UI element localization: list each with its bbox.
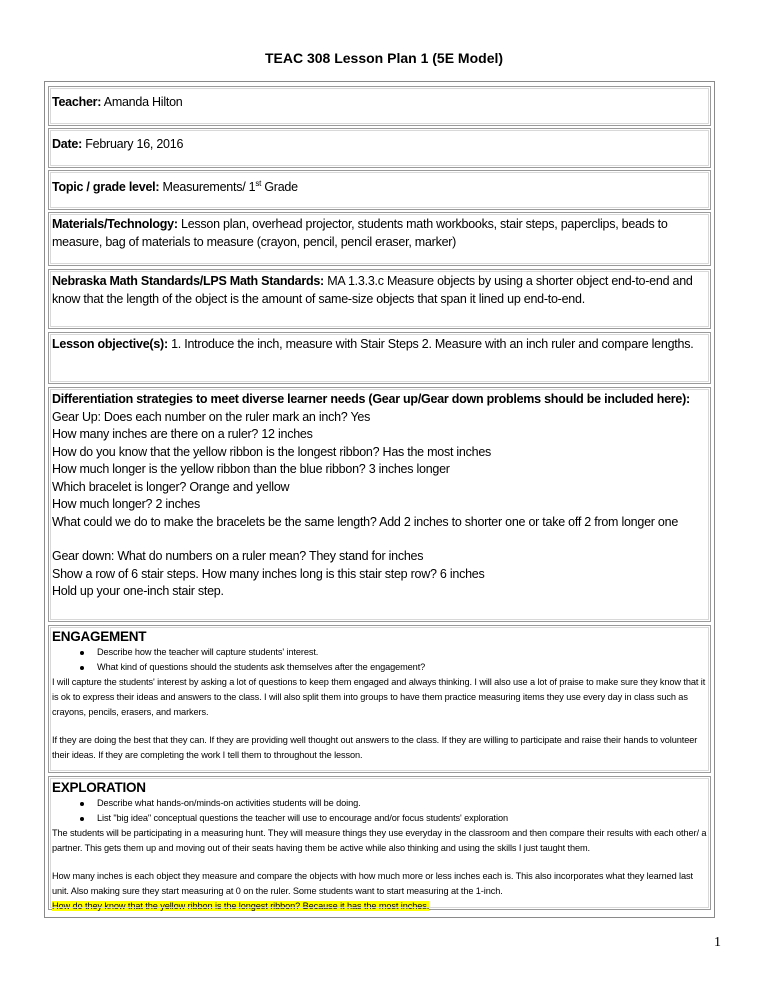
- exploration-paragraph-2: How many inches is each object they measure and compare the objects with how much more or less inches each is. This also incorporates what they learned last unit. Also making sure they start measuring at 0 on the ruler. Some students want to start measuring at the 1-inch.: [52, 871, 693, 896]
- exploration-bullet: Describe what hands-on/minds-on activities students will be doing.: [52, 796, 707, 811]
- topic-cell: [48, 170, 711, 210]
- gear-up-line: How do you know that the yellow ribbon is the longest ribbon? Has the most inches: [52, 444, 492, 459]
- teacher-label: Teacher:: [52, 95, 102, 109]
- materials-cell: [48, 212, 711, 266]
- exploration-heading: EXPLORATION: [52, 780, 146, 795]
- gear-up-line: How much longer is the yellow ribbon than the blue ribbon? 3 inches longer: [52, 462, 450, 476]
- topic-sup: st: [255, 178, 262, 188]
- exploration-paragraph-1: The students will be participating in a measuring hunt. They will measure things they use everyday in the classroom and then compare their results with each other/ a partner. This gets them up and moving out of their seats having them be active while also thinking and using the skills I just taught them.: [52, 828, 707, 853]
- date-label: Date:: [52, 137, 83, 151]
- engagement-paragraph-2: If they are doing the best that they can. If they are providing well thought out answers to the class. If they are willing to participate and raise their hands to volunteer their ideas. If they are completing the work I tell them to throughout the lesson.: [52, 735, 698, 760]
- materials-value: Lesson plan, overhead projector, students math workbooks, stair steps, paperclips, beads to measure, bag of materials to measure (crayon, pencil, pencil eraser, marker): [52, 217, 668, 249]
- differentiation-label: Differentiation strategies to meet diverse learner needs (Gear up/Gear down problems should be included here):: [52, 392, 690, 406]
- page-number: 1: [714, 935, 721, 950]
- gear-down-line: Show a row of 6 stair steps. How many inches long is this stair step row? 6 inches: [52, 566, 485, 581]
- gear-down-line: Hold up your one-inch stair step.: [52, 584, 224, 598]
- date-cell: [48, 128, 711, 168]
- objectives-cell: [48, 332, 711, 384]
- engagement-bullet: What kind of questions should the students ask themselves after the engagement?: [52, 660, 707, 675]
- standards-cell: [48, 269, 711, 329]
- gear-up-line: How much longer? 2 inches: [52, 497, 200, 511]
- materials-label: Materials/Technology:: [52, 217, 178, 231]
- gear-up-line: Gear Up: Does each number on the ruler mark an inch? Yes: [52, 409, 371, 424]
- gear-up-line: How many inches are there on a ruler? 12 inches: [52, 427, 313, 441]
- topic-label: Topic / grade level:: [52, 180, 160, 194]
- standards-value: MA 1.3.3.c Measure objects by using a shorter object end-to-end and know that the length of the object is the amount of same-size objects that span it lined up end-to-end.: [52, 274, 693, 306]
- gear-up-line: What could we do to make the bracelets be the same length? Add 2 inches to shorter one or take off 2 from longer one: [52, 514, 679, 529]
- objectives-label: Lesson objective(s):: [52, 337, 168, 351]
- gear-up-line: Which bracelet is longer? Orange and yellow: [52, 479, 290, 494]
- teacher-value: Amanda Hilton: [103, 95, 183, 109]
- teacher-cell: [48, 86, 711, 126]
- engagement-paragraph-1: I will capture the students' interest by asking a lot of questions to keep them engaged and always thinking. I will also use a lot of praise to make sure they know that it is ok to express their ideas and answers to the class. I will also split them into groups to have them practice measuring items they use every day in class such as crayons, pencils, erasers, and markers.: [52, 677, 706, 717]
- topic-suffix: Grade: [261, 180, 298, 194]
- highlighted-question: How do they know that the yellow ribbon is the longest ribbon? Because it has the most inches.: [52, 901, 430, 911]
- standards-label: Nebraska Math Standards/LPS Math Standards:: [52, 274, 324, 288]
- page-title: TEAC 308 Lesson Plan 1 (5E Model): [264, 50, 504, 66]
- date-value: February 16, 2016: [85, 137, 184, 151]
- exploration-bullet: List "big idea" conceptual questions the teacher will use to encourage and/or focus students' exploration: [52, 811, 707, 826]
- objectives-value: 1. Introduce the inch, measure with Stair Steps 2. Measure with an inch ruler and compare lengths.: [171, 337, 694, 351]
- differentiation-cell: [48, 387, 711, 622]
- gear-down-line: Gear down: What do numbers on a ruler mean? They stand for inches: [52, 549, 424, 563]
- topic-value: Measurements/ 1: [162, 180, 256, 194]
- engagement-bullet: Describe how the teacher will capture students' interest.: [52, 645, 707, 660]
- exploration-cell: [48, 776, 711, 910]
- engagement-heading: ENGAGEMENT: [52, 629, 147, 644]
- engagement-cell: [48, 625, 711, 773]
- lesson-plan-table: [44, 81, 715, 918]
